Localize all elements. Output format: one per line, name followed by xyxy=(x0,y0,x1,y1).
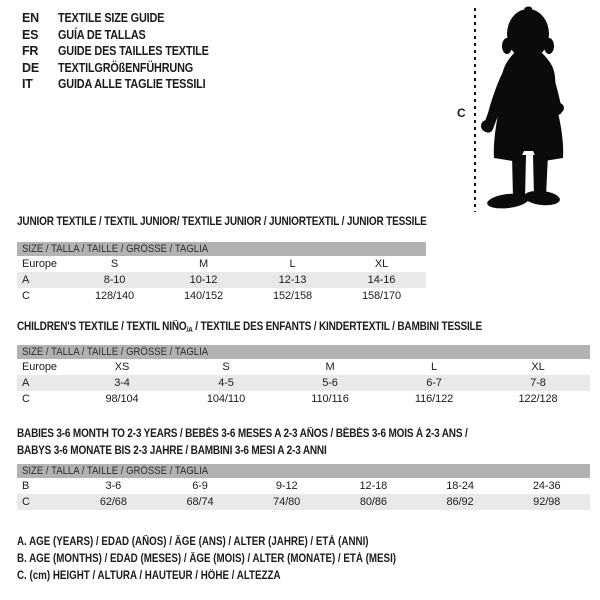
lang-code: IT xyxy=(22,77,33,92)
language-title-list xyxy=(22,10,231,93)
children-size-table xyxy=(17,345,590,407)
size-header-text: SIZE / TALLA / TAILLE / GRÖSSE / TAGLIA xyxy=(22,465,209,477)
babies-size-table xyxy=(17,464,590,510)
row-label: B xyxy=(22,480,30,492)
size-cell: 6-7 xyxy=(426,377,442,389)
lang-code: EN xyxy=(22,11,39,26)
lang-row-de xyxy=(22,60,231,77)
children-title-rest: / TEXTILE DES ENFANTS / KINDERTEXTIL / BAMBINI TESSILE xyxy=(192,321,483,333)
lang-code: ES xyxy=(22,27,39,42)
junior-size-table xyxy=(17,242,426,304)
size-cell: 140/152 xyxy=(183,290,224,302)
measure-legend xyxy=(17,536,463,587)
table-row xyxy=(17,256,426,272)
legend-line-a: A. AGE (YEARS) / EDAD (AÑOS) / ÂGE (ANS) / ALTER (JAHRE) / ETÀ (ANNI) xyxy=(17,536,369,548)
height-measure-figure xyxy=(455,3,600,215)
lang-code: FR xyxy=(22,44,39,59)
size-cell: 62/68 xyxy=(99,496,127,508)
lang-row-es xyxy=(22,27,231,44)
lang-title: GUÍA DE TALLAS xyxy=(58,27,146,42)
row-label: C xyxy=(22,496,30,508)
legend-line-b: B. AGE (MONTHS) / EDAD (MESES) / ÂGE (MOIS) / ALTER (MONATE) / ETÀ (MESI) xyxy=(17,553,397,565)
row-label: Europe xyxy=(22,361,57,373)
size-cell: 68/74 xyxy=(186,496,214,508)
size-cell: 110/116 xyxy=(311,393,349,405)
lang-row-it xyxy=(22,76,231,93)
lang-title: TEXTILGRÖßENFÜHRUNG xyxy=(58,60,194,75)
height-measure-dotted-line xyxy=(474,8,476,212)
table-row xyxy=(17,272,426,288)
lang-title: GUIDE DES TAILLES TEXTILE xyxy=(58,44,209,59)
junior-section-title xyxy=(17,216,488,228)
toddler-silhouette-icon xyxy=(480,5,595,215)
size-cell: 3-4 xyxy=(114,377,130,389)
size-header-text: SIZE / TALLA / TAILLE / GRÖSSE / TAGLIA xyxy=(22,243,209,255)
size-table-header xyxy=(17,464,590,478)
size-cell: XS xyxy=(114,361,130,373)
junior-title-text: JUNIOR TEXTILE / TEXTIL JUNIOR/ TEXTILE JUNIOR / JUNIORTEXTIL / JUNIOR TESSILE xyxy=(17,216,427,228)
table-row xyxy=(17,288,426,304)
size-cell: 152/158 xyxy=(272,290,313,302)
size-cell: 18-24 xyxy=(446,480,474,492)
size-cell: 7-8 xyxy=(530,377,546,389)
size-cell: 92/98 xyxy=(533,496,561,508)
size-cell: 4-5 xyxy=(218,377,234,389)
babies-title-line2: BABYS 3-6 MONATE BIS 2-3 JAHRE / BAMBINI 3-6 MESI A 2-3 ANNI xyxy=(17,444,327,457)
table-row xyxy=(17,375,590,391)
table-row xyxy=(17,359,590,375)
babies-section-title xyxy=(17,426,535,459)
size-cell: M xyxy=(325,361,335,373)
size-cell: L xyxy=(430,361,438,373)
size-cell: S xyxy=(110,258,119,270)
size-cell: 116/122 xyxy=(414,393,454,405)
size-cell: 122/128 xyxy=(518,393,558,405)
size-table-header xyxy=(17,242,426,256)
size-cell: M xyxy=(198,258,209,270)
size-cell: 12-18 xyxy=(359,480,388,492)
lang-row-fr xyxy=(22,43,231,60)
size-cell: 9-12 xyxy=(275,480,298,492)
size-cell: 6-9 xyxy=(192,480,208,492)
children-section-title xyxy=(17,321,551,334)
size-cell: 86/92 xyxy=(446,496,474,508)
lang-title: GUIDA ALLE TAGLIE TESSILI xyxy=(58,77,206,92)
size-cell: 8-10 xyxy=(103,274,126,286)
children-title-main: CHILDREN'S TEXTILE / TEXTIL NIÑO xyxy=(17,321,187,333)
size-cell: XL xyxy=(531,361,545,373)
children-title-subscript: /A xyxy=(186,325,193,334)
table-row xyxy=(17,478,590,494)
lang-code: DE xyxy=(22,60,39,75)
children-title-text xyxy=(17,321,482,334)
size-table-header xyxy=(17,345,590,359)
size-header-text: SIZE / TALLA / TAILLE / GRÖSSE / TAGLIA xyxy=(22,346,209,358)
lang-title: TEXTILE SIZE GUIDE xyxy=(58,11,165,26)
size-cell: 12-13 xyxy=(278,274,307,286)
size-cell: L xyxy=(289,258,296,270)
size-cell: 24-36 xyxy=(532,480,561,492)
size-cell: 104/110 xyxy=(206,393,246,405)
row-label: C xyxy=(22,290,30,302)
table-row xyxy=(17,391,590,407)
lang-row-en xyxy=(22,10,231,27)
size-cell: 5-6 xyxy=(322,377,338,389)
legend-line-c: C. (cm) HEIGHT / ALTURA / HAUTEUR / HÖHE / ALTEZZA xyxy=(17,570,281,582)
size-cell: 3-6 xyxy=(105,480,122,492)
row-label: A xyxy=(22,274,30,286)
row-label: Europe xyxy=(22,258,57,270)
size-cell: 98/104 xyxy=(105,393,139,405)
size-cell: S xyxy=(222,361,230,373)
size-cell: 80/86 xyxy=(359,496,387,508)
size-cell: 10-12 xyxy=(189,274,218,286)
size-cell: XL xyxy=(374,258,389,270)
babies-title-line1: BABIES 3-6 MONTH TO 2-3 YEARS / BEBÉS 3-6 MESES A 2-3 AÑOS / BÉBÉS 3-6 MOIS À 2-3 ANS / xyxy=(17,428,468,440)
size-cell: 74/80 xyxy=(273,496,301,508)
row-label: C xyxy=(22,393,30,405)
size-cell: 128/140 xyxy=(94,290,135,302)
size-cell: 14-16 xyxy=(367,274,396,286)
row-label: A xyxy=(22,377,30,389)
measure-label-c: C xyxy=(457,106,466,120)
table-row xyxy=(17,494,590,510)
size-cell: 158/170 xyxy=(361,290,402,302)
